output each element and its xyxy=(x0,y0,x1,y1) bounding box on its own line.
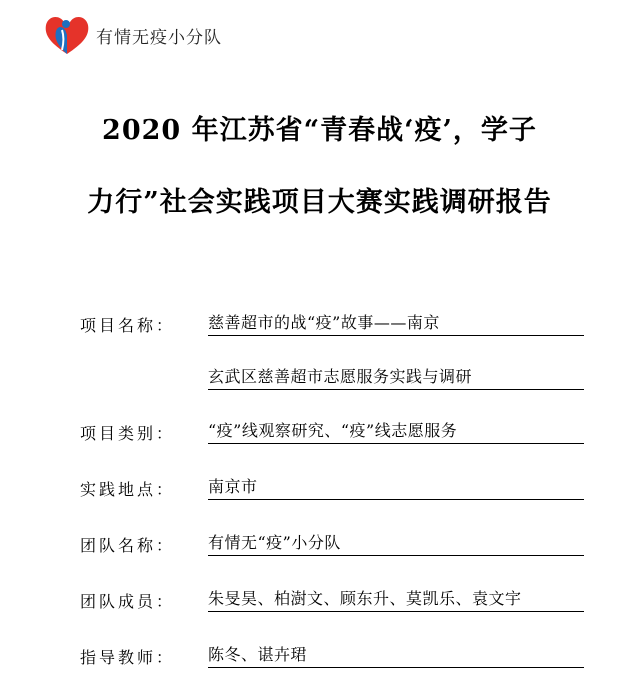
field-label: 团队名称： xyxy=(80,536,176,555)
field-team-members xyxy=(80,582,584,612)
report-title-line-1: 2020 年江苏省“青春战‘疫’，学子 xyxy=(102,115,537,146)
field-value: 南京市 xyxy=(208,474,584,500)
field-value: 有情无“疫”小分队 xyxy=(208,530,584,556)
field-value: 玄武区慈善超市志愿服务实践与调研 xyxy=(208,364,584,390)
field-project-name-continuation xyxy=(208,360,584,390)
field-location xyxy=(80,470,584,500)
field-value: 陈冬、谌卉珺 xyxy=(208,642,584,668)
field-label: 项目类别： xyxy=(80,424,176,443)
team-logo xyxy=(42,12,222,58)
field-label: 项目名称： xyxy=(80,316,176,335)
field-label: 实践地点： xyxy=(80,480,176,499)
field-project-name xyxy=(80,306,584,336)
field-label: 团队成员： xyxy=(80,592,176,611)
field-team-name xyxy=(80,526,584,556)
field-value: “疫”线观察研究、“疫”线志愿服务 xyxy=(208,418,584,444)
field-value: 慈善超市的战“疫”故事——南京 xyxy=(208,310,584,336)
heart-person-icon xyxy=(42,12,92,58)
field-label: 指导教师： xyxy=(80,648,176,667)
field-value: 朱旻昊、柏澍文、顾东升、莫凯乐、袁文宇 xyxy=(208,586,584,612)
field-project-category xyxy=(80,414,584,444)
logo-text: 有情无疫小分队 xyxy=(96,27,222,48)
report-title-line-2: 力行”社会实践项目大赛实践调研报告 xyxy=(87,187,552,218)
field-advisors xyxy=(80,638,584,668)
